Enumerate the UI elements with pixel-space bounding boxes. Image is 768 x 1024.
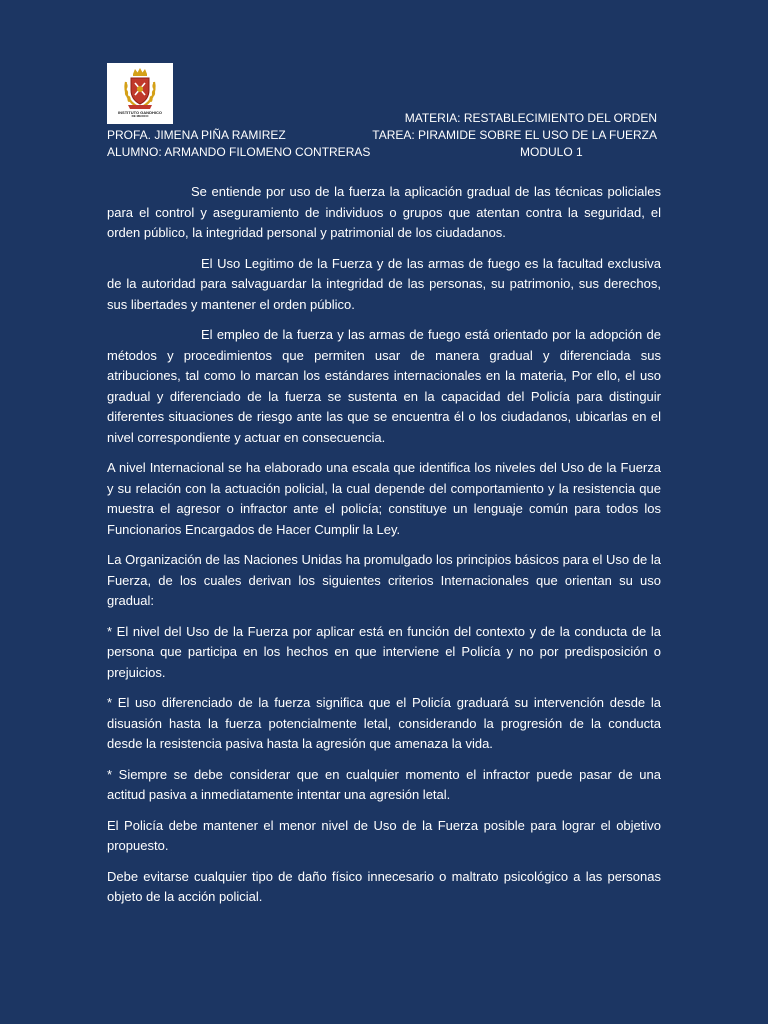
logo-text-line2: DE MEXICO [131,114,149,118]
header-materia: MATERIA: RESTABLECIMIENTO DEL ORDEN [404,111,657,125]
bullet-paragraph: * El nivel del Uso de la Fuerza por aplicar está en función del contexto y de la conducta de la persona que participa en los hechos en que interviene el Policía y no por predisposición o prejuicios. [107,623,661,680]
bullet-paragraph: * El uso diferenciado de la fuerza significa que el Policía graduará su intervención desde la disuasión hasta la fuerza potencialmente letal, considerando la progresión de la conducta desde la resistencia pasiva hasta la agresión que amenaza la vida. [107,695,661,751]
header-profesora: PROFA. JIMENA PIÑA RAMIREZ [107,128,286,142]
paragraph: Debe evitarse cualquier tipo de daño físico innecesario o maltrato psicológico a las personas objeto de la acción policial. [107,868,661,904]
document-header [107,110,661,162]
header-alumno: ALUMNO: ARMANDO FILOMENO CONTRERAS [107,145,371,159]
paragraph: A nivel Internacional se ha elaborado una escala que identifica los niveles del Uso de la Fuerza y su relación con la actuación policial, la cual depende del comportamiento y la resistencia que muestra el agresor o infractor ante el policía; constituye un lenguaje común para todos los Funcionarios Encargados de Hacer Cumplir la Ley. [107,460,661,537]
document-body [107,182,661,908]
paragraph: El Uso Legitimo de la Fuerza y de las armas de fuego es la facultad exclusiva de la autoridad para salvaguardar la integridad de las personas, su patrimonio, sus derechos, sus libertades y mantener el orden público. [107,255,661,312]
paragraph: El empleo de la fuerza y las armas de fuego está orientado por la adopción de métodos y procedimientos que permiten usar de manera gradual y diferenciada sus atribuciones, tal como lo marcan los estándares internacionales en la materia, Por ello, el uso gradual y diferenciado de la fuerza se sustenta en la capacidad del Policía para distinguir diferentes situaciones de riesgo ante las que se encuentra él o los ciudadanos, ubicarlas en el nivel correspondiente y actuar en consecuencia. [107,327,661,445]
logo-text-line1: INSTITUTO GANDHICO [118,110,162,115]
paragraph: La Organización de las Naciones Unidas ha promulgado los principios básicos para el Uso de la Fuerza, de los cuales derivan los siguientes criterios Internacionales que orientan su uso gradual: [107,552,661,608]
crest-icon [120,68,160,110]
bullet-paragraph: * Siempre se debe considerar que en cualquier momento el infractor puede pasar de una actitud pasiva a inmediatamente intentar una agresión letal. [107,766,661,802]
paragraph: Se entiende por uso de la fuerza la aplicación gradual de las técnicas policiales para el control y aseguramiento de individuos o grupos que atentan contra la seguridad, el orden público, la integridad personal y patrimonial de los ciudadanos. [107,184,661,240]
document-page [107,63,661,918]
paragraph: El Policía debe mantener el menor nivel de Uso de la Fuerza posible para lograr el objetivo propuesto. [107,817,661,853]
header-modulo: MODULO 1 [520,145,583,159]
header-tarea: TAREA: PIRAMIDE SOBRE EL USO DE LA FUERZA [372,128,657,142]
